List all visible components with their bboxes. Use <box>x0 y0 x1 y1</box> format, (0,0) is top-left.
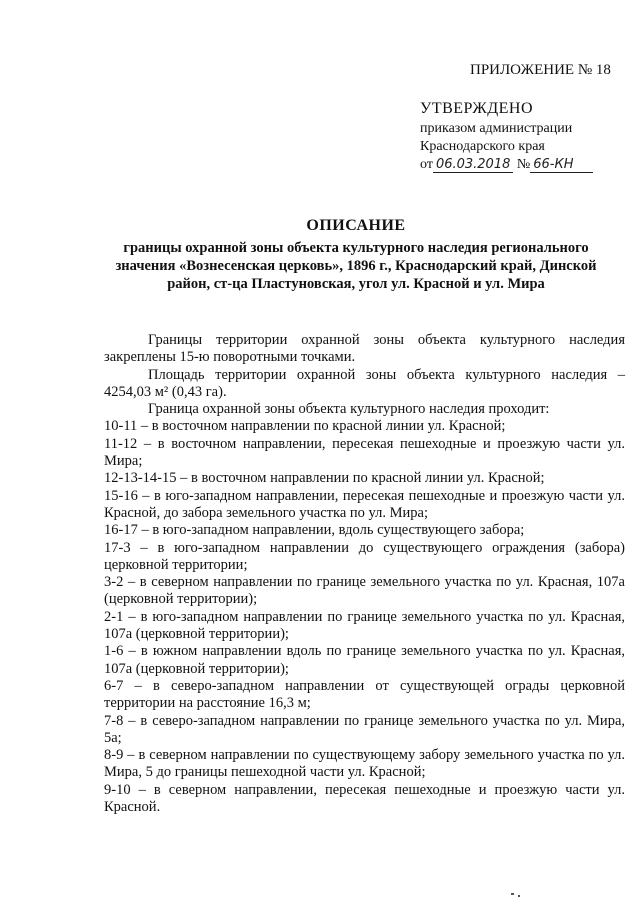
segment-item: 16-17 – в юго-западном направлении, вдоль существующего забора; <box>104 522 525 539</box>
heading-title: ОПИСАНИЕ <box>306 217 406 234</box>
segment-item: 15-16 – в юго-западном направлении, пересекая пешеходные и проезжую части ул. Красной, до забора земельного участка по ул. Мира; <box>104 487 625 521</box>
segment-item: 7-8 – в северо-западном направлении по границе земельного участка по ул. Мира, 5а; <box>104 712 625 746</box>
approval-title: УТВЕРЖДЕНО <box>420 100 534 117</box>
scan-artifact <box>518 895 520 897</box>
segment-item: 3-2 – в северном направлении по границе земельного участка по ул. Красная, 107а (церковной территории); <box>104 574 625 608</box>
segment-item: 6-7 – в северо-западном направлении от существующей ограды церковной территории на расстояние 16,3 м; <box>104 677 625 712</box>
handwritten-number: 66-КН <box>530 157 593 173</box>
number-prefix: № <box>516 157 531 172</box>
paragraph-boundary-intro: Граница охранной зоны объекта культурного наследия проходит: <box>148 401 550 418</box>
document-body <box>104 332 625 816</box>
segment-item: 1-6 – в южном направлении вдоль по границе земельного участка по ул. Красная, 107а (церковной территории); <box>104 643 625 677</box>
document-heading <box>96 217 616 293</box>
scan-artifact <box>511 893 514 895</box>
segment-item: 12-13-14-15 – в восточном направлении по красной линии ул. Красной; <box>104 470 545 487</box>
handwritten-date: 06.03.2018 <box>433 157 513 173</box>
approval-block <box>420 100 593 174</box>
segment-item: 8-9 – в северном направлении по существующему забору земельного участка по ул. Мира, 5 до границы пешеходной части ул. Красной; <box>104 747 625 781</box>
segment-item: 9-10 – в северном направлении, пересекая пешеходные и проезжую части ул. Красной. <box>104 781 625 816</box>
approval-line-1: приказом администрации <box>420 121 573 136</box>
segment-item: 17-3 – в юго-западном направлении до существующего ограждения (забора) церковной территории; <box>104 539 625 573</box>
segment-item: 10-11 – в восточном направлении по красной линии ул. Красной; <box>104 418 506 435</box>
approval-date-line <box>420 156 593 174</box>
appendix-label: ПРИЛОЖЕНИЕ № 18 <box>470 62 611 78</box>
segment-item: 2-1 – в юго-западном направлении по границе земельного участка по ул. Красная, 107а (церковной территории); <box>104 608 625 643</box>
heading-subtitle: границы охранной зоны объекта культурного наследия регионального значения «Вознесенская церковь», 1896 г., Краснодарский край, Динской район, ст-ца Пластуновская, угол ул. Красной и ул. Мира <box>115 240 597 292</box>
paragraph-points: Границы территории охранной зоны объекта культурного наследия закреплены 15-ю поворотными точками. <box>104 332 625 366</box>
approval-line-2: Краснодарского края <box>420 139 545 154</box>
date-prefix: от <box>420 157 433 172</box>
paragraph-area: Площадь территории охранной зоны объекта культурного наследия – 4254,03 м² (0,43 га). <box>104 366 625 400</box>
segment-item: 11-12 – в восточном направлении, пересекая пешеходные и проезжую части ул. Мира; <box>104 435 625 470</box>
